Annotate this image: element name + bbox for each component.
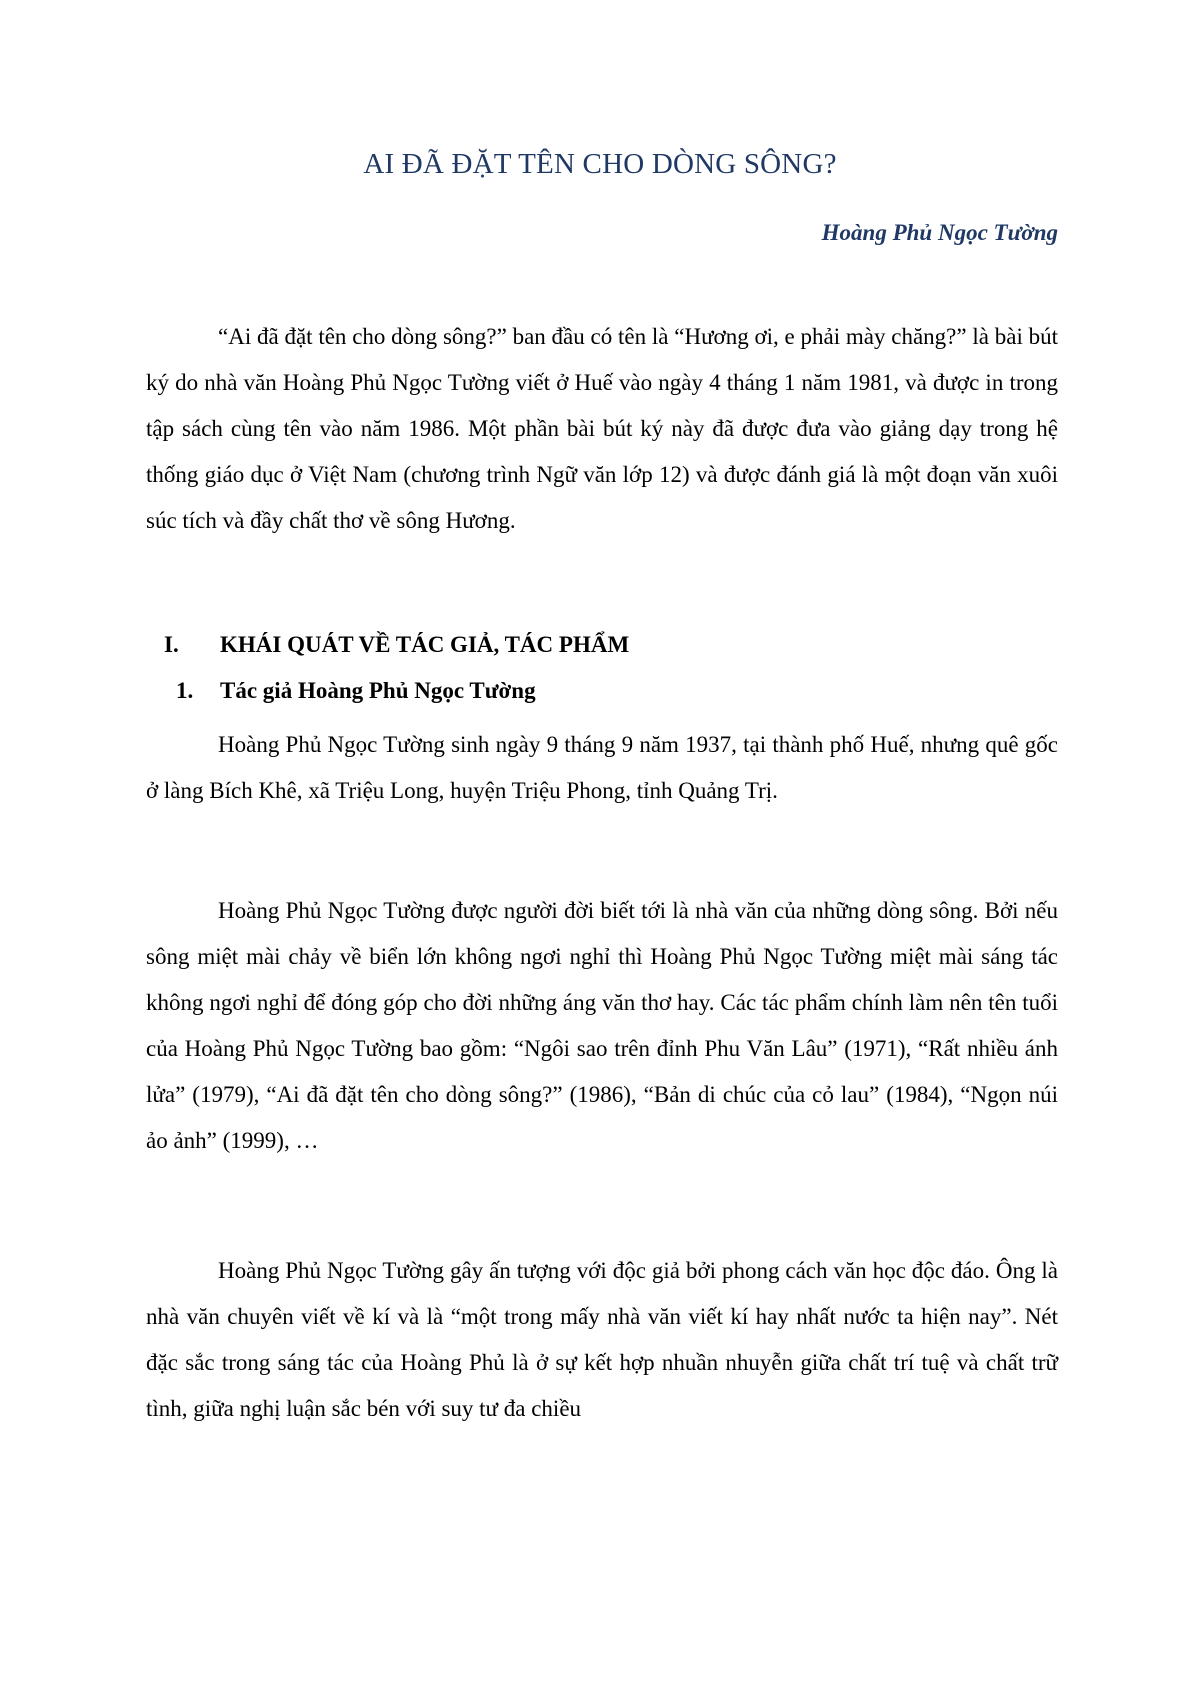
body-paragraph: Hoàng Phủ Ngọc Tường được người đời biết tới là nhà văn của những dòng sông. Bởi nếu sông miệt mài chảy về biển lớn không ngơi nghỉ thì Hoàng Phủ Ngọc Tường miệt mài sáng tác không ngơi nghỉ để đóng góp cho đời những áng văn thơ hay. Các tác phẩm chính làm nên tên tuổi của Hoàng Phủ Ngọc Tường bao gồm: “Ngôi sao trên đỉnh Phu Văn Lâu” (1971), “Rất nhiều ánh lửa” (1979), “Ai đã đặt tên cho dòng sông?” (1986), “Bản di chúc của cỏ lau” (1984), “Ngọn núi ảo ảnh” (1999), … [146, 898, 1058, 1153]
body-paragraph: Hoàng Phủ Ngọc Tường sinh ngày 9 tháng 9 năm 1937, tại thành phố Huế, nhưng quê gốc ở làng Bích Khê, xã Triệu Long, huyện Triệu Phong, tỉnh Quảng Trị. [146, 732, 1058, 803]
body-paragraph: Hoàng Phủ Ngọc Tường gây ấn tượng với độc giả bởi phong cách văn học độc đáo. Ông là nhà văn chuyên viết về kí và là “một trong mấy nhà văn viết kí hay nhất nước ta hiện nay”. Nét đặc sắc trong sáng tác của Hoàng Phủ là ở sự kết hợp nhuần nhuyễn giữa chất trí tuệ và chất trữ tình, giữa nghị luận sắc bén với suy tư đa chiều [146, 1258, 1058, 1421]
section-heading [164, 632, 629, 658]
author-name: Hoàng Phủ Ngọc Tường [821, 220, 1058, 245]
subsection-number: 1. [176, 678, 194, 703]
section-number: I. [164, 632, 179, 657]
intro-paragraph: “Ai đã đặt tên cho dòng sông?” ban đầu có tên là “Hương ơi, e phải mày chăng?” là bài bút ký do nhà văn Hoàng Phủ Ngọc Tường viết ở Huế vào ngày 4 tháng 1 năm 1981, và được in trong tập sách cùng tên vào năm 1986. Một phần bài bút ký này đã được đưa vào giảng dạy trong hệ thống giáo dục ở Việt Nam (chương trình Ngữ văn lớp 12) và được đánh giá là một đoạn văn xuôi súc tích và đầy chất thơ về sông Hương. [146, 324, 1058, 533]
subsection-heading [176, 678, 536, 704]
subsection-title: Tác giả Hoàng Phủ Ngọc Tường [220, 678, 536, 703]
document-title: AI ĐÃ ĐẶT TÊN CHO DÒNG SÔNG? [363, 148, 837, 180]
section-title: KHÁI QUÁT VỀ TÁC GIẢ, TÁC PHẨM [220, 632, 630, 657]
